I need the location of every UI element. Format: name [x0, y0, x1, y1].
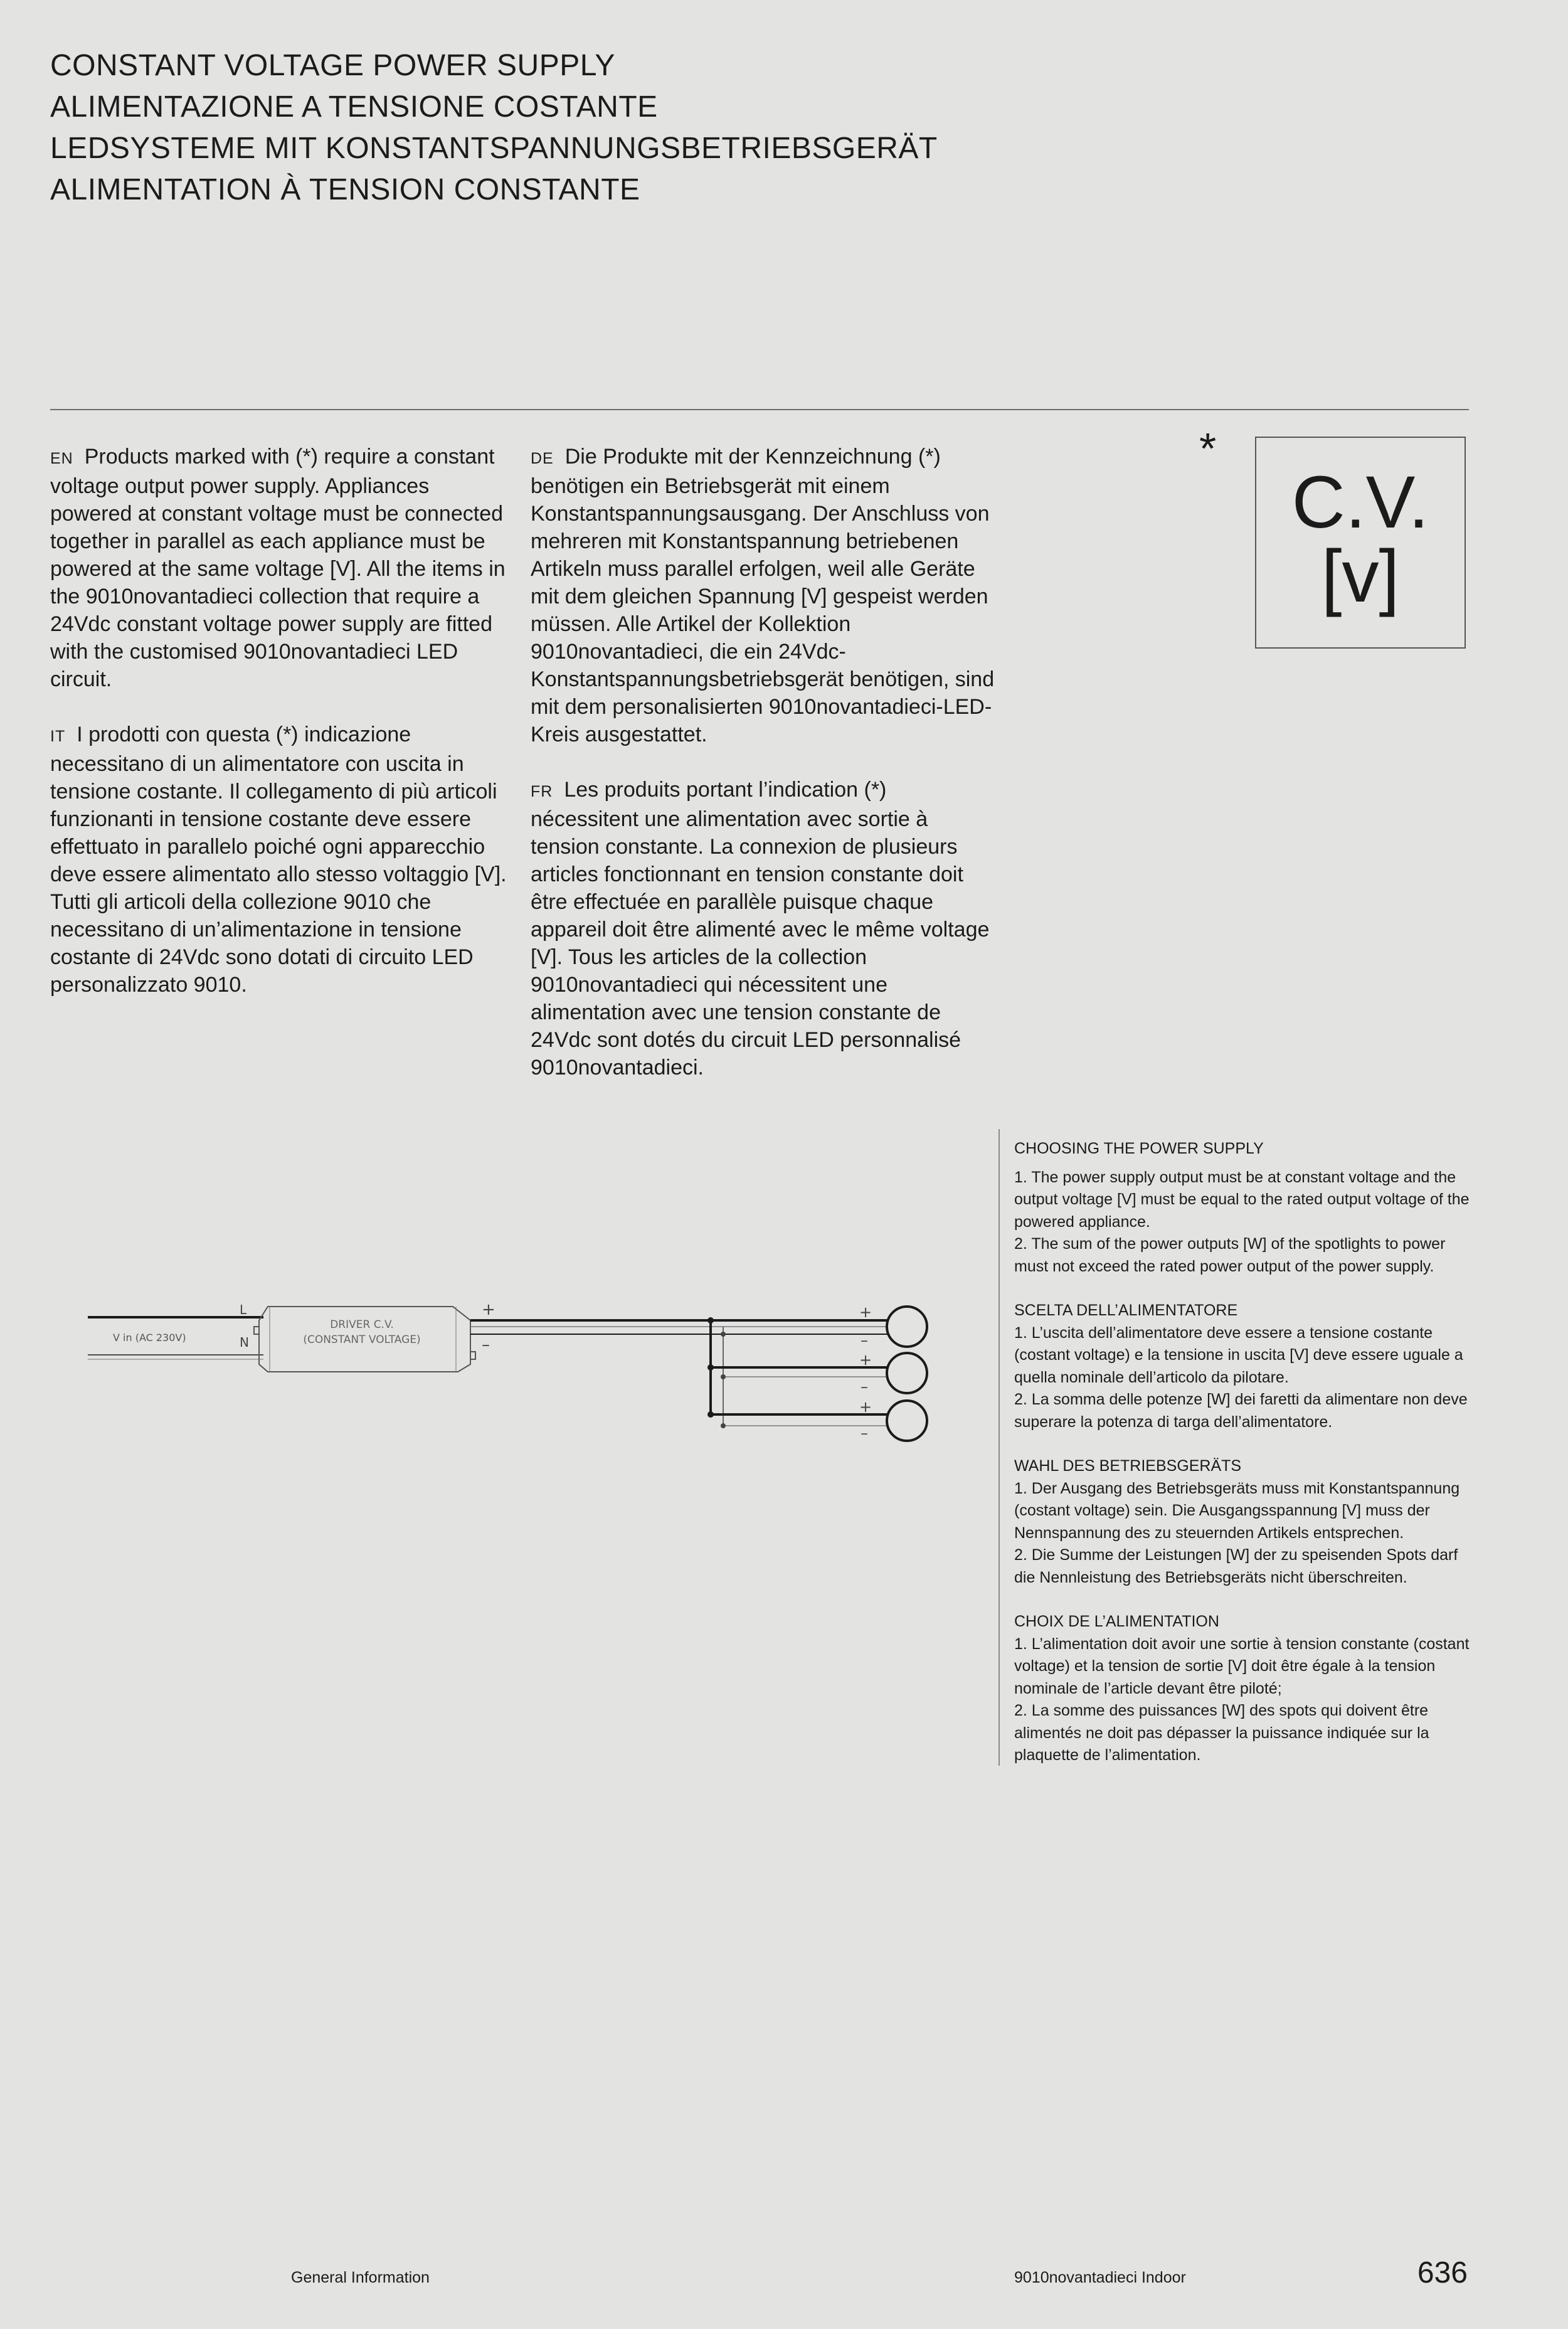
info-heading-it: SCELTA DELL’ALIMENTATORE	[1014, 1302, 1238, 1319]
info-block-fr	[1014, 1611, 1478, 1767]
lang-code-de: DE	[531, 450, 554, 467]
info-block-it	[1014, 1300, 1478, 1433]
paragraph-de-text: Die Produkte mit der Kennzeichnung (*) benötigen ein Betriebsgerät mit einem Konstantspannungsausgang. Der Anschluss von mehreren mit Konstantspannung betriebenen Artikeln muss parallel erfolgen, weil alle Geräte mit dem gleichen Spannung [V] gespeist werden müssen. Alle Artikel der Kollektion 9010novantadieci, die ein 24Vdc-Konstantspannungsbetriebsgerät benötigen, sind mit dem personalisierten 9010novantadieci-LED-Kreis ausgestattet.	[531, 445, 995, 746]
paragraph-en	[50, 443, 514, 693]
footer-section-label: General Information	[291, 2269, 430, 2286]
spot2-plus-label: +	[859, 1351, 872, 1369]
page-title-en: CONSTANT VOLTAGE POWER SUPPLY	[50, 49, 615, 82]
paragraph-it	[50, 721, 514, 999]
info-item: 1. L’alimentation doit avoir une sortie à tension constante (costant voltage) et la tension de sortie [V] doit être égale à la tension nominale de l’article devant être piloté;	[1014, 1635, 1470, 1697]
wiring-diagram	[82, 1289, 935, 1465]
info-item: 2. La somme des puissances [W] des spots qui doivent être alimentés ne doit pas dépasser la puissance indiquée sur la plaquette de l’alimentation.	[1014, 1702, 1429, 1764]
spot3-minus-label: –	[861, 1424, 868, 1442]
page-number: 636	[1417, 2256, 1468, 2289]
info-block-de	[1014, 1455, 1478, 1589]
paragraph-it-text: I prodotti con questa (*) indicazione necessitano di un alimentatore con uscita in tensione costante. Il collegamento di più articoli funzionanti in tensione costante deve essere effettuato in parallelo poiché ogni apparecchio deve essere alimentato allo stesso voltaggio [V]. Tutti gli articoli della collezione 9010 che necessitano di un’alimentazione in tensione costante di 24Vdc sono dotati di circuito LED personalizzato 9010.	[50, 723, 507, 997]
label-N: N	[240, 1335, 249, 1350]
driver-tab-left	[254, 1327, 259, 1334]
driver-label-2: (CONSTANT VOLTAGE)	[303, 1334, 421, 1346]
lang-code-fr: FR	[531, 783, 553, 800]
vin-label: V in (AC 230V)	[113, 1332, 186, 1344]
junction-dot	[707, 1364, 714, 1371]
info-column	[1014, 1138, 1478, 1789]
driver-plus-label: +	[482, 1300, 495, 1319]
label-L: L	[240, 1302, 247, 1317]
paragraph-fr-text: Les produits portant l’indication (*) nécessitent une alimentation avec sortie à tension constante. La connexion de plusieurs articles fonctionnant en tension constante doit être effectuée en parallèle puisque chaque appareil doit être alimenté avec le même voltage [V]. Tous les articles de la collection 9010novantadieci qui nécessitent une alimentation avec une tension constante de 24Vdc sont dotés du circuit LED personnalisé 9010novantadieci.	[531, 778, 990, 1080]
driver-label-1: DRIVER C.V.	[330, 1318, 394, 1331]
junction-dot	[707, 1411, 714, 1418]
driver-minus-label: –	[482, 1335, 490, 1354]
cv-badge-line2: [v]	[1321, 535, 1400, 618]
info-item: 1. The power supply output must be at constant voltage and the output voltage [V] must be equal to the rated output voltage of the powered appliance.	[1014, 1168, 1470, 1231]
junction-dot	[721, 1423, 726, 1428]
junction-dot	[721, 1374, 726, 1379]
cv-badge-line1: C.V.	[1291, 461, 1429, 544]
info-block-en	[1014, 1138, 1478, 1278]
info-heading-de: WAHL DES BETRIEBSGERÄTS	[1014, 1457, 1242, 1475]
text-column-middle	[531, 443, 995, 1109]
spot1-minus-label: –	[861, 1332, 868, 1349]
paragraph-de	[531, 443, 995, 748]
info-heading-fr: CHOIX DE L’ALIMENTATION	[1014, 1613, 1219, 1630]
junction-dot	[707, 1317, 714, 1324]
text-column-left	[50, 443, 514, 1026]
paragraph-en-text: Products marked with (*) require a constant voltage output power supply. Appliances powered at constant voltage must be connected together in parallel as each appliance must be powered at the same voltage [V]. All the items in the 9010novantadieci collection that require a 24Vdc constant voltage power supply are fitted with the customised 9010novantadieci LED circuit.	[50, 445, 506, 691]
info-item: 1. L’uscita dell’alimentatore deve essere a tensione costante (costant voltage) e la tensione in uscita [V] deve essere uguale a quella nominale dell’articolo da pilotare.	[1014, 1324, 1463, 1386]
info-vertical-rule	[999, 1129, 1000, 1766]
spot3-plus-label: +	[859, 1398, 872, 1416]
driver-tab-right	[470, 1352, 475, 1359]
spotlight-2	[887, 1353, 927, 1393]
page-title-it: ALIMENTAZIONE A TENSIONE COSTANTE	[50, 90, 658, 124]
spot2-minus-label: –	[861, 1378, 868, 1396]
page-title-de: LEDSYSTEME MIT KONSTANTSPANNUNGSBETRIEBSGERÄT	[50, 132, 938, 165]
spot1-plus-label: +	[859, 1303, 872, 1321]
info-item: 2. Die Summe der Leistungen [W] der zu speisenden Spots darf die Nennleistung des Betriebsgeräts nicht überschreiten.	[1014, 1546, 1458, 1586]
cv-badge	[1255, 437, 1466, 649]
page-title-fr: ALIMENTATION À TENSION CONSTANTE	[50, 173, 640, 206]
asterisk-mark: *	[1199, 424, 1217, 473]
footer-collection-label: 9010novantadieci Indoor	[1014, 2269, 1186, 2286]
paragraph-fr	[531, 776, 995, 1081]
lang-code-en: EN	[50, 450, 73, 467]
spotlight-1	[887, 1307, 927, 1347]
spotlight-3	[887, 1401, 927, 1441]
info-item: 2. La somma delle potenze [W] dei faretti da alimentare non deve superare la potenza di targa dell’alimentatore.	[1014, 1391, 1468, 1431]
info-item: 1. Der Ausgang des Betriebsgeräts muss mit Konstantspannung (costant voltage) sein. Die Ausgangsspannung [V] muss der Nennspannung des zu steuernden Artikels entsprechen.	[1014, 1479, 1460, 1542]
info-heading-en: CHOOSING THE POWER SUPPLY	[1014, 1140, 1264, 1157]
lang-code-it: IT	[50, 728, 66, 745]
page-title-block	[50, 45, 938, 211]
junction-dot	[721, 1332, 726, 1337]
horizontal-divider	[50, 409, 1469, 410]
info-item: 2. The sum of the power outputs [W] of the spotlights to power must not exceed the rated power output of the power supply.	[1014, 1235, 1446, 1275]
